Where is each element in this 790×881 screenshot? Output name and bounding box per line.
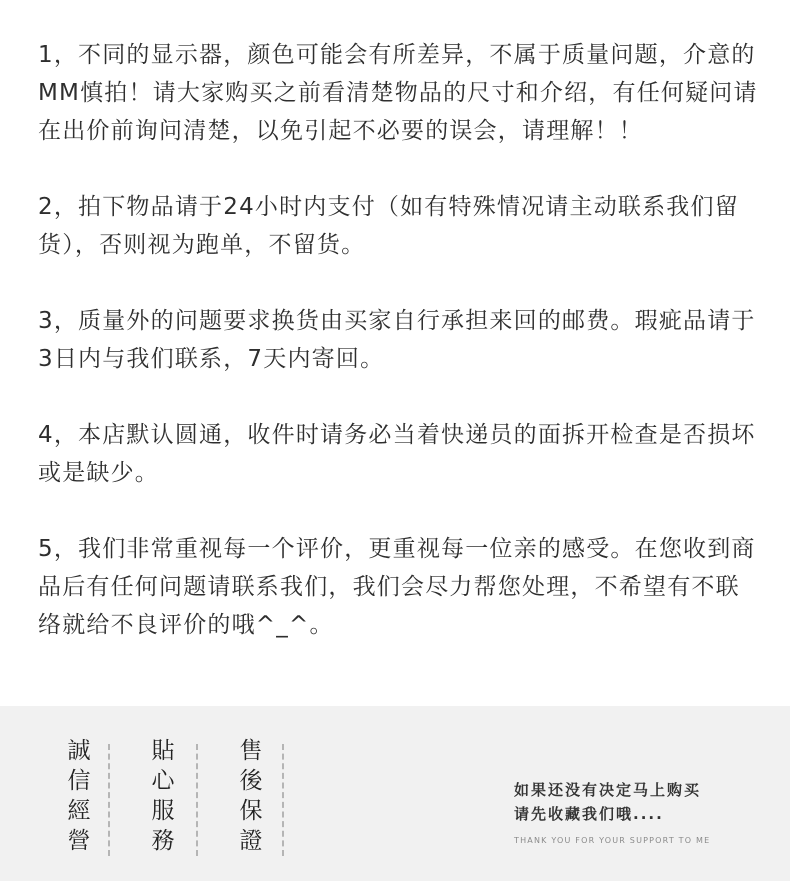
service-guarantee: 售後保證 (239, 738, 263, 854)
thanks-text: THANK YOU FOR YOUR SUPPORT TO ME (514, 836, 711, 845)
notice-item-5: 5，我们非常重视每一个评价，更重视每一位亲的感受。在您收到商品后有任何问题请联系我们，我们会尽力帮您处理，不希望有不联络就给不良评价的哦^_^。 (38, 536, 756, 638)
service-integrity: 誠信經營 (67, 738, 91, 854)
notice-item-2: 2，拍下物品请于24小时内支付（如有特殊情况请主动联系我们留货），否则视为跑单，不留货。 (38, 194, 739, 258)
divider-line (282, 744, 284, 856)
service-care: 貼心服務 (151, 738, 175, 854)
notice-item-1: 1，不同的显示器，颜色可能会有所差异，不属于质量问题，介意的MM慎拍！请大家购买之前看清楚物品的尺寸和介绍，有任何疑问请在出价前询问清楚，以免引起不必要的误会，请理解！！ (38, 42, 758, 144)
slogan-line-2: 请先收藏我们哦.... (514, 805, 664, 823)
favorite-slogan (514, 778, 764, 826)
slogan-line-1: 如果还没有决定马上购买 (514, 781, 702, 799)
divider-line (108, 744, 110, 856)
notice-item-4: 4，本店默认圆通，收件时请务必当着快递员的面拆开检查是否损坏或是缺少。 (38, 422, 756, 486)
service-banner (0, 706, 790, 881)
divider-line (196, 744, 198, 856)
notice-item-3: 3，质量外的问题要求换货由买家自行承担来回的邮费。瑕疵品请于3日内与我们联系，7天内寄回。 (38, 308, 756, 372)
store-notice (38, 36, 760, 682)
